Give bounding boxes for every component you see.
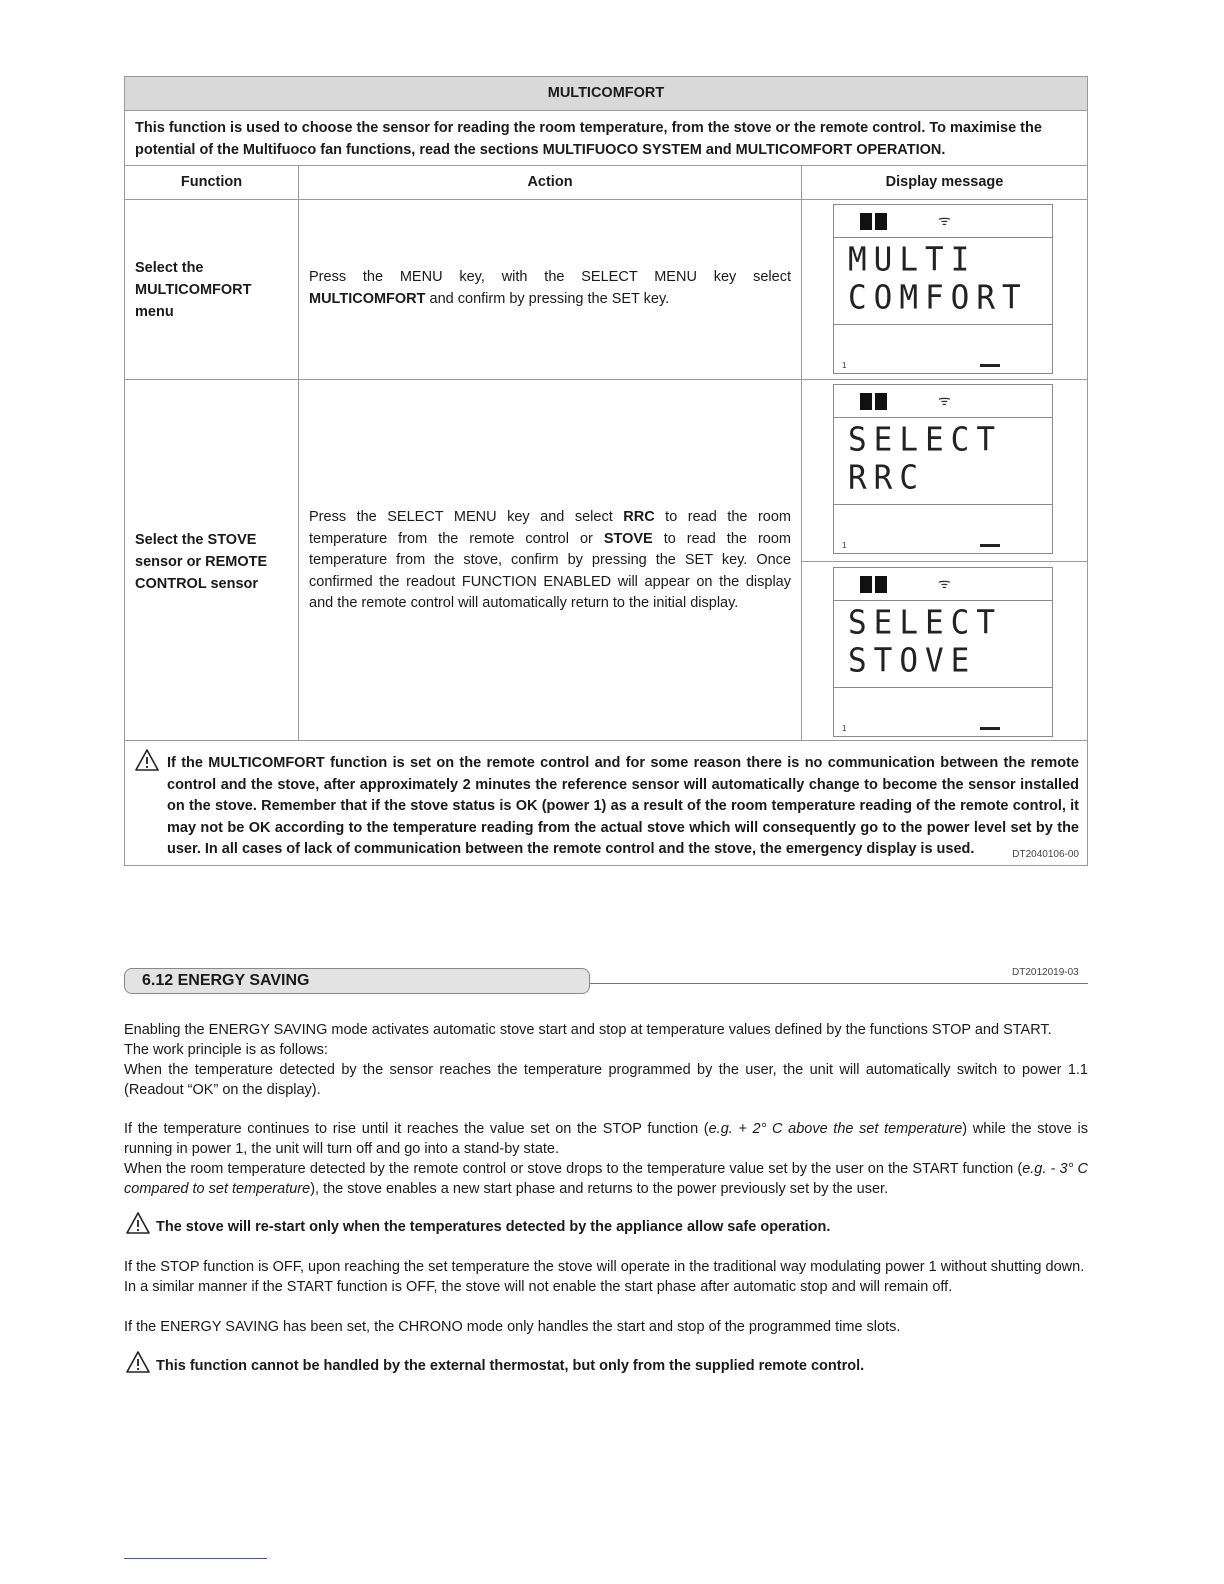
lcd-line-2: RRC (848, 459, 925, 497)
warning-icon (126, 1212, 150, 1234)
section-heading: 6.12 ENERGY SAVING (142, 972, 310, 989)
paragraph-4: If the ENERGY SAVING has been set, the CHRONO mode only handles the start and stop of the programmed time slots. (124, 1319, 901, 1335)
battery-bars-icon (860, 213, 890, 235)
signal-icon: ᯤ (938, 575, 951, 591)
lcd-footer-dash (980, 364, 1000, 367)
paragraph-3: If the STOP function is OFF, upon reaching the set temperature the stove will operate in the traditional way modulating power 1 without shutting down. In a similar manner if the START function is OFF, the stove will not enable the start phase after automatic stop and will remain off. (124, 1259, 1085, 1295)
lcd-footer-dash (980, 727, 1000, 730)
lcd-footer-indicator: 1 (842, 541, 847, 550)
warning-icon (126, 1351, 150, 1373)
divider (801, 165, 802, 740)
multicomfort-warning: If the MULTICOMFORT function is set on the remote control and for some reason there is no communication between the remote control and the stove, after approximately 2 minutes the reference sensor will automatically change to become the sensor installed on the stove. Remember that if the stove status is OK (power 1) as a result of the room temperature reading of the remote control, it may not be OK according to the temperature reading from the actual stove which will consequently go to the power level set by the user. In all cases of lack of communication between the remote control and the stove, the emergency display is used. DT2040106-00 (167, 753, 1079, 866)
multicomfort-table (124, 76, 1088, 866)
lcd-footer-indicator: 1 (842, 724, 847, 733)
table-title: MULTICOMFORT (125, 77, 1087, 111)
signal-icon: ᯤ (938, 392, 951, 408)
paragraph-1: Enabling the ENERGY SAVING mode activates automatic stove start and stop at temperature values defined by the functions STOP and START. The work principle is as follows: When the temperature detected by the sensor reaches the temperature programmed by the user, the unit will automatically switch to power 1.1 (Readout “OK” on the display). (124, 1022, 1088, 1098)
battery-bars-icon (860, 576, 890, 598)
signal-icon: ᯤ (938, 212, 951, 228)
lcd-line-1: SELECT (848, 421, 1002, 459)
divider (801, 561, 1087, 562)
header-function: Function (180, 174, 243, 190)
warning-icon (135, 749, 159, 771)
lcd-line-2: COMFORT (848, 279, 1028, 317)
row2-function: Select the STOVE sensor or REMOTE CONTROL sensor (135, 532, 268, 592)
row2-action: Press the SELECT MENU key and select RRC to read the room temperature from the remote control or STOVE to read the room temperature from the stove, confirm by pressing the SET key. Once confirmed the readout FUNCTION ENABLED will appear on the display and the remote control will automatically return to the initial display. (309, 509, 792, 611)
lcd-footer-dash (980, 544, 1000, 547)
divider (125, 199, 1087, 200)
divider (125, 740, 1087, 741)
header-display: Display message (885, 174, 1004, 190)
row1-function: Select the MULTICOMFORT menu (135, 260, 252, 320)
section-rule (590, 983, 1088, 984)
battery-bars-icon (860, 393, 890, 415)
lcd-line-1: SELECT (848, 604, 1002, 642)
section-heading-tab (124, 968, 590, 994)
lcd-display-select-rrc (833, 384, 1053, 554)
paragraph-2: If the temperature continues to rise until it reaches the value set on the STOP function (e.g. + 2° C above the set temperature) while the stove is running in power 1, the unit will turn off and go into a stand-by state. When the room temperature detected by the remote control or stove drops to the temperature value set by the user on the START function (e.g. - 3° C compared to set temperature), the stove enables a new start phase and returns to the power previously set by the user. (124, 1121, 1088, 1197)
divider (125, 379, 1087, 380)
divider (298, 165, 299, 740)
lcd-line-2: STOVE (848, 642, 977, 680)
restart-note: The stove will re-start only when the temperatures detected by the appliance allow safe operation. (156, 1219, 831, 1235)
footer-rule (124, 1558, 267, 1559)
row1-action: Press the MENU key, with the SELECT MENU key select MULTICOMFORT and confirm by pressing the SET key. (309, 269, 791, 307)
thermostat-note: This function cannot be handled by the external thermostat, but only from the supplied remote control. (156, 1358, 865, 1374)
lcd-footer-indicator: 1 (842, 361, 847, 370)
lcd-line-1: MULTI (848, 241, 977, 279)
section-doc-code: DT2012019-03 (1012, 967, 1079, 978)
lcd-display-multicomfort (833, 204, 1053, 374)
header-action: Action (527, 174, 573, 190)
table-intro: This function is used to choose the sensor for reading the room temperature, from the stove or the remote control. To maximise the potential of the Multifuoco fan functions, read the sections MULTIFUOCO SYSTEM and MULTICOMFORT OPERATION. (135, 120, 1042, 158)
lcd-display-select-stove (833, 567, 1053, 737)
doc-code: DT2040106-00 (1012, 849, 1079, 860)
